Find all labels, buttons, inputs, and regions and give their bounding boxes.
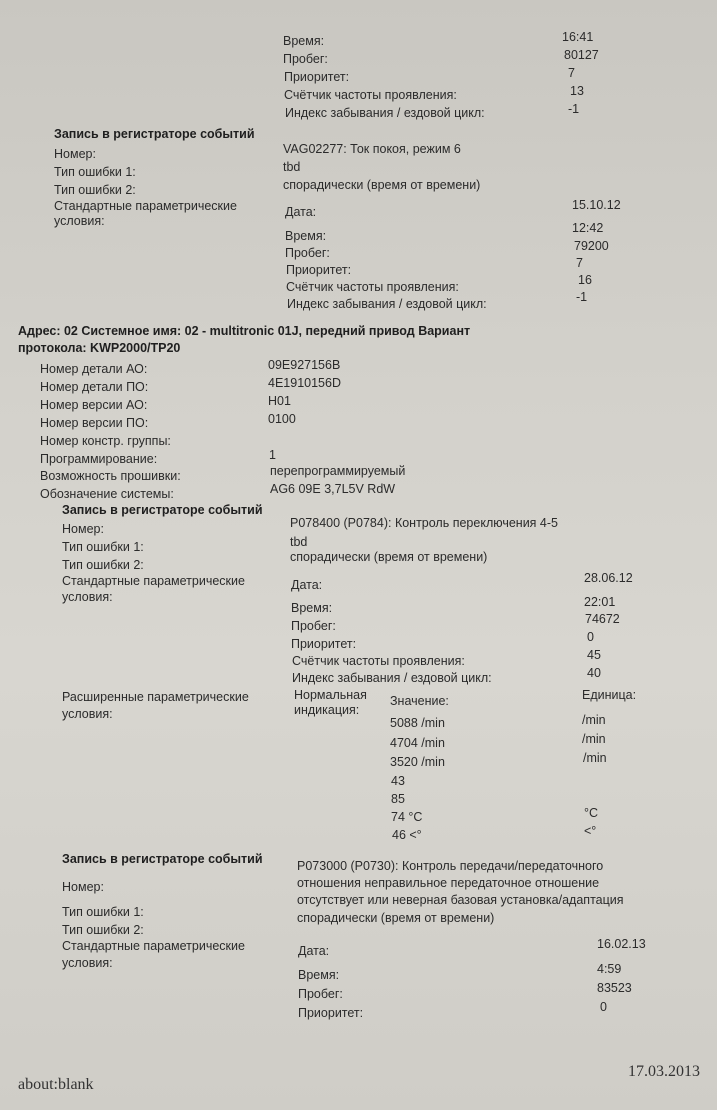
norm-label: Нормальная bbox=[294, 688, 367, 702]
time-value: 22:01 bbox=[584, 595, 616, 609]
priority-value: 7 bbox=[568, 66, 575, 80]
ext-unit: °C bbox=[584, 806, 599, 820]
ext-value: 5088 /min bbox=[390, 716, 445, 730]
ver-po-label: Номер версии ПО: bbox=[40, 416, 149, 430]
type2-label: Тип ошибки 2: bbox=[62, 558, 144, 572]
event-header: Запись в регистраторе событий bbox=[62, 503, 263, 517]
date-value: 16.02.13 bbox=[597, 937, 646, 951]
unit-header: Единица: bbox=[582, 688, 637, 702]
freq-value: 13 bbox=[570, 84, 584, 98]
time-value: 12:42 bbox=[572, 221, 604, 235]
date-label: Дата: bbox=[285, 205, 317, 219]
priority-label: Приоритет: bbox=[291, 637, 357, 651]
priority-value: 0 bbox=[587, 630, 594, 644]
system-value: AG6 09E 3,7L5V RdW bbox=[270, 482, 396, 496]
time-value: 4:59 bbox=[597, 962, 622, 976]
type2-label: Тип ошибки 2: bbox=[54, 183, 136, 197]
std-label: Стандартные параметрические bbox=[62, 939, 245, 953]
mileage-value: 79200 bbox=[574, 239, 609, 253]
priority-label: Приоритет: bbox=[298, 1006, 364, 1020]
mileage-label: Пробег: bbox=[298, 987, 343, 1001]
footer-url: about:blank bbox=[18, 1076, 94, 1093]
forget-value: -1 bbox=[568, 102, 580, 116]
ext-value: 3520 /min bbox=[390, 755, 445, 769]
programming-label: Программирование: bbox=[40, 452, 158, 466]
ext-value: 43 bbox=[391, 774, 405, 788]
std-label: Стандартные параметрические bbox=[62, 574, 245, 588]
ext-unit: <° bbox=[584, 824, 597, 838]
date-label: Дата: bbox=[291, 578, 323, 592]
time-label: Время: bbox=[298, 968, 340, 982]
time-label: Время: bbox=[291, 601, 333, 615]
std-label-2: условия: bbox=[54, 214, 105, 228]
address-line-2: протокола: KWP2000/TP20 bbox=[18, 341, 181, 355]
ext-value: 85 bbox=[391, 792, 405, 806]
date-label: Дата: bbox=[298, 944, 330, 958]
type1-label: Тип ошибки 1: bbox=[54, 165, 136, 179]
address-line-1: Адрес: 02 Системное имя: 02 - multitronic 01J, передний привод Вариант bbox=[18, 324, 471, 338]
flash-value: перепрограммируемый bbox=[270, 464, 406, 478]
type2-value: спорадически (время от времени) bbox=[290, 550, 488, 564]
part-ao-label: Номер детали АО: bbox=[40, 362, 148, 376]
number-label: Номер: bbox=[62, 880, 104, 894]
ext-unit: /min bbox=[582, 732, 606, 746]
priority-value: 7 bbox=[576, 256, 583, 270]
programming-value: 1 bbox=[269, 448, 276, 462]
mileage-value: 83523 bbox=[597, 981, 632, 995]
freq-value: 16 bbox=[578, 273, 592, 287]
std-label-2: условия: bbox=[62, 590, 113, 604]
desc-line-2: отношения неправильное передаточное отношение bbox=[297, 876, 600, 890]
priority-label: Приоритет: bbox=[284, 70, 350, 84]
number-label: Номер: bbox=[62, 522, 104, 536]
mileage-value: 80127 bbox=[564, 48, 599, 62]
priority-value: 0 bbox=[600, 1000, 607, 1014]
forget-value: 40 bbox=[587, 666, 601, 680]
forget-value: -1 bbox=[576, 290, 588, 304]
priority-label: Приоритет: bbox=[286, 263, 352, 277]
mileage-label: Пробег: bbox=[285, 246, 330, 260]
part-po-value: 4E1910156D bbox=[268, 376, 341, 390]
system-label: Обозначение системы: bbox=[40, 487, 174, 501]
number-value: P078400 (P0784): Контроль переключения 4-5 bbox=[290, 516, 558, 530]
desc-line-3: отсутствует или неверная базовая установка/адаптация bbox=[297, 893, 624, 907]
ext-label-2: условия: bbox=[62, 707, 113, 721]
date-value: 28.06.12 bbox=[584, 571, 633, 585]
type1-value: tbd bbox=[290, 535, 308, 549]
part-po-label: Номер детали ПО: bbox=[40, 380, 149, 394]
mileage-label: Пробег: bbox=[291, 619, 336, 633]
event-header: Запись в регистраторе событий bbox=[62, 852, 263, 866]
type1-value: tbd bbox=[283, 160, 301, 174]
mileage-label: Пробег: bbox=[283, 52, 328, 66]
forget-label: Индекс забывания / ездовой цикл: bbox=[285, 106, 485, 120]
group-label: Номер констр. группы: bbox=[40, 434, 171, 448]
time-value: 16:41 bbox=[562, 30, 594, 44]
number-label: Номер: bbox=[54, 147, 96, 161]
forget-label: Индекс забывания / ездовой цикл: bbox=[287, 297, 487, 311]
flash-label: Возможность прошивки: bbox=[40, 469, 181, 483]
ver-po-value: 0100 bbox=[268, 412, 296, 426]
ext-value: 4704 /min bbox=[390, 736, 445, 750]
norm-label-2: индикация: bbox=[294, 703, 360, 717]
date-value: 15.10.12 bbox=[572, 198, 621, 212]
ext-value: 46 <° bbox=[392, 828, 422, 842]
ext-unit: /min bbox=[583, 751, 607, 765]
freq-value: 45 bbox=[587, 648, 601, 662]
freq-label: Счётчик частоты проявления: bbox=[284, 88, 457, 102]
footer-date: 17.03.2013 bbox=[628, 1063, 700, 1080]
type2-value: спорадически (время от времени) bbox=[283, 178, 481, 192]
forget-label: Индекс забывания / ездовой цикл: bbox=[292, 671, 492, 685]
ext-value: 74 °C bbox=[391, 810, 423, 824]
part-ao-value: 09E927156B bbox=[268, 358, 341, 372]
mileage-value: 74672 bbox=[585, 612, 620, 626]
ext-unit: /min bbox=[582, 713, 606, 727]
type2-label: Тип ошибки 2: bbox=[62, 923, 144, 937]
desc-line-4: спорадически (время от времени) bbox=[297, 911, 495, 925]
type1-label: Тип ошибки 1: bbox=[62, 540, 144, 554]
freq-label: Счётчик частоты проявления: bbox=[292, 654, 465, 668]
number-value: VAG02277: Ток покоя, режим 6 bbox=[283, 142, 461, 156]
std-label: Стандартные параметрические bbox=[54, 199, 237, 213]
event-header: Запись в регистраторе событий bbox=[54, 127, 255, 141]
ver-ao-value: H01 bbox=[268, 394, 291, 408]
freq-label: Счётчик частоты проявления: bbox=[286, 280, 459, 294]
value-header: Значение: bbox=[390, 694, 449, 708]
desc-line-1: P073000 (P0730): Контроль передачи/передаточного bbox=[297, 859, 604, 873]
time-label: Время: bbox=[285, 229, 327, 243]
type1-label: Тип ошибки 1: bbox=[62, 905, 144, 919]
time-label: Время: bbox=[283, 34, 325, 48]
ext-label: Расширенные параметрические bbox=[62, 690, 249, 704]
std-label-2: условия: bbox=[62, 956, 113, 970]
ver-ao-label: Номер версии АО: bbox=[40, 398, 148, 412]
